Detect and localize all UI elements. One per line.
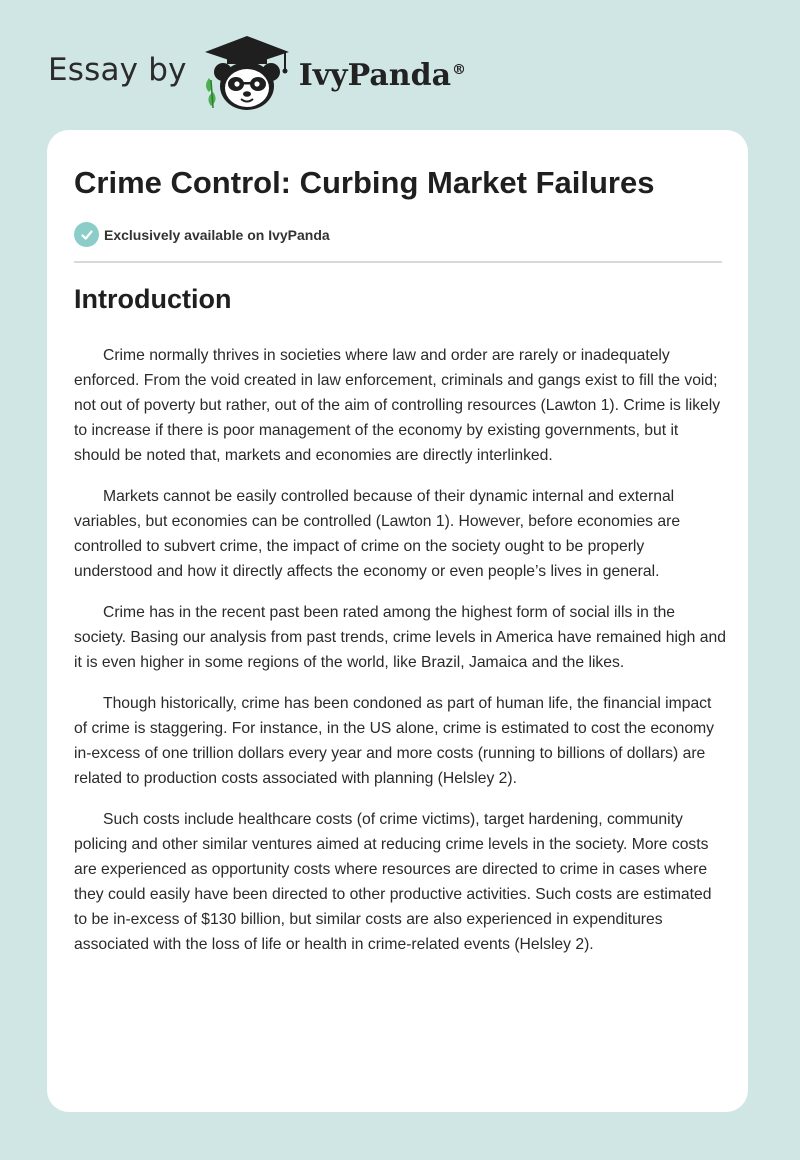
check-circle-icon [74, 222, 99, 247]
brand-prefix: Essay by [48, 52, 187, 88]
article-card [47, 130, 748, 1112]
paragraph: Crime normally thrives in societies where law and order are rarely or inadequately enforced. From the void created in law enforcement, criminals and gangs exist to fill the void; not out of poverty but rather, out of the aim of controlling resources (Lawton 1). Crime is likely to increase if there is poor management of the economy by existing governments, but it should be noted that, markets and economies are directly interlinked. [74, 347, 721, 464]
page-title: Crime Control: Curbing Market Failures [74, 165, 655, 200]
paragraph: Though historically, crime has been condoned as part of human life, the financial impact of crime is staggering. For instance, in the US alone, crime is estimated to cost the economy in-excess of one trillion dollars every year and more costs (running to billions of dollars) are related to production costs associated with planning (Helsley 2). [74, 695, 714, 787]
paragraph: Markets cannot be easily controlled because of their dynamic internal and external variables, but economies can be controlled (Lawton 1). However, before economies are controlled to subvert crime, the impact of crime on the society ought to be properly understood and how it directly affects the economy or even people’s lives in general. [74, 488, 681, 580]
paragraph: Such costs include healthcare costs (of crime victims), target hardening, community policing and other similar ventures aimed at reducing crime levels in the society. More costs are experienced as opportunity costs where resources are directed to crime in cases where they could easily have been directed to other productive activities. Such costs are estimated to be in-excess of $130 billion, but similar costs are also experienced in expenditures associated with the loss of life or health in crime-related events (Helsley 2). [74, 811, 712, 953]
badge-label: Exclusively available on IvyPanda [104, 226, 330, 243]
panda-graduation-cap-icon [201, 34, 293, 114]
divider [74, 261, 722, 263]
brand-name: IvyPanda® [298, 57, 467, 93]
paragraph: Crime has in the recent past been rated among the highest form of social ills in the society. Basing our analysis from past trends, crime levels in America have remained high and it is even higher in some regions of the world, like Brazil, Jamaica and the likes. [74, 604, 726, 671]
section-heading: Introduction [74, 284, 232, 314]
site-logo[interactable] [48, 34, 466, 114]
article-body [74, 343, 726, 973]
exclusive-badge [74, 222, 330, 247]
